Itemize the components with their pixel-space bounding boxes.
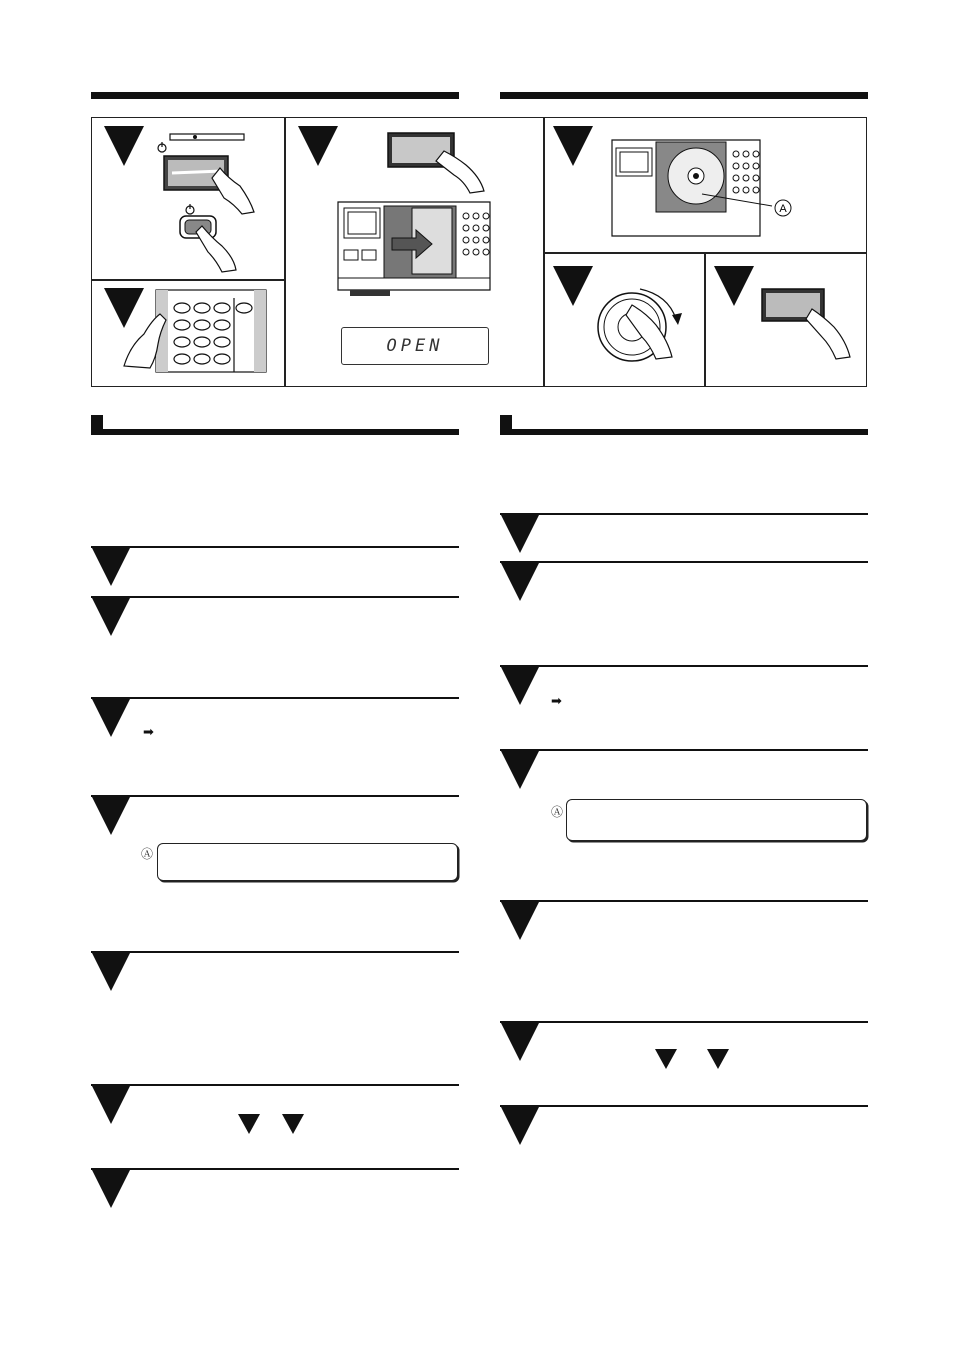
- svg-text:A: A: [779, 203, 787, 215]
- open-button-illustration: [388, 133, 488, 193]
- down-triangle-icon: [238, 1114, 260, 1134]
- display-open-lcd: OPEN: [341, 327, 489, 365]
- step-rule: [500, 749, 868, 751]
- down-triangle-icon: [282, 1114, 304, 1134]
- jog-dial-illustration: [596, 285, 692, 375]
- step-triangle-icon: [91, 795, 131, 835]
- step-triangle-icon: [500, 513, 540, 553]
- step-triangle-icon: [91, 1168, 131, 1208]
- step-rule: [500, 1105, 868, 1107]
- step-triangle-icon: [500, 1105, 540, 1145]
- top-bar-left: [91, 92, 459, 99]
- remote-control-illustration: [120, 290, 270, 372]
- step-triangle-icon: [714, 266, 754, 306]
- step-rule: [91, 596, 459, 598]
- disc-loading-illustration: [612, 136, 802, 240]
- step-triangle-icon: [91, 546, 131, 586]
- panel-divider: [704, 252, 706, 387]
- step-triangle-icon: [298, 126, 338, 166]
- step-triangle-icon: [553, 126, 593, 166]
- right-arrow-icon: ➡: [143, 725, 154, 740]
- step-triangle-icon: [104, 126, 144, 166]
- note-box: [157, 843, 458, 881]
- down-triangle-icon: [655, 1049, 677, 1069]
- step-rule: [91, 795, 459, 797]
- step-triangle-icon: [91, 697, 131, 737]
- step-rule: [91, 951, 459, 953]
- step-rule: [500, 1021, 868, 1023]
- power-switch-illustration: [150, 128, 270, 278]
- section-header-right: [500, 415, 868, 435]
- step-rule: [91, 697, 459, 699]
- step-triangle-icon: [500, 561, 540, 601]
- panel-divider: [284, 117, 286, 387]
- play-button-illustration: [762, 289, 862, 359]
- step-triangle-icon: [500, 665, 540, 705]
- player-door-open-illustration: [338, 198, 490, 298]
- callout-a-label: Ⓐ: [551, 805, 564, 819]
- step-triangle-icon: [91, 596, 131, 636]
- top-bar-right: [500, 92, 868, 99]
- step-triangle-icon: [91, 1084, 131, 1124]
- step-triangle-icon: [500, 1021, 540, 1061]
- section-header-left: [91, 415, 459, 435]
- step-triangle-icon: [91, 951, 131, 991]
- down-triangle-icon: [707, 1049, 729, 1069]
- panel-divider: [91, 279, 285, 281]
- step-rule: [500, 900, 868, 902]
- step-rule: [500, 665, 868, 667]
- step-triangle-icon: [500, 749, 540, 789]
- step-rule: [500, 561, 868, 563]
- right-arrow-icon: ➡: [551, 694, 562, 709]
- step-rule: [500, 513, 868, 515]
- note-box: [566, 799, 867, 841]
- callout-a-label: Ⓐ: [141, 847, 154, 861]
- step-rule: [91, 1084, 459, 1086]
- step-rule: [91, 546, 459, 548]
- step-rule: [91, 1168, 459, 1170]
- step-triangle-icon: [553, 266, 593, 306]
- step-triangle-icon: [500, 900, 540, 940]
